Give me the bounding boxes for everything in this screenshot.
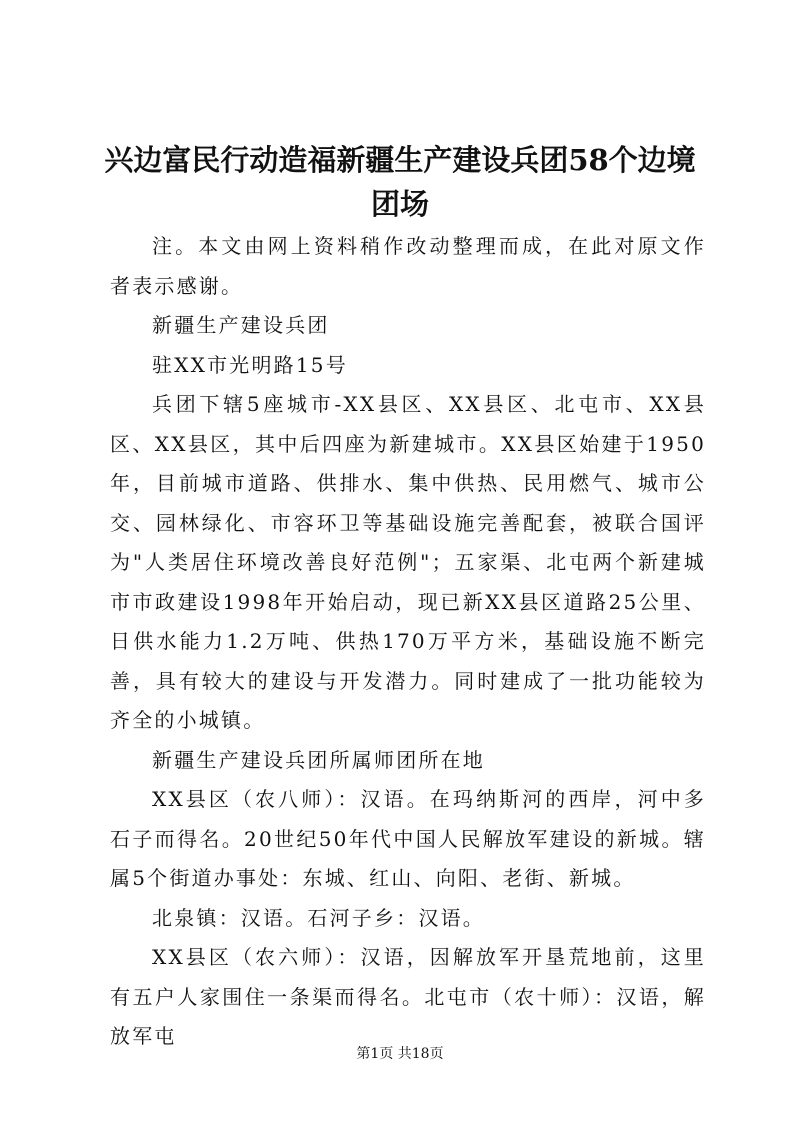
document-title: 兴边富民行动造福新疆生产建设兵团58个边境团场 — [104, 143, 696, 221]
paragraph-org-name: 新疆生产建设兵团 — [152, 313, 330, 337]
paragraph-divisions-heading: 新疆生产建设兵团所属师团所在地 — [152, 747, 485, 772]
paragraph-beiquan: 北泉镇：汉语。石河子乡：汉语。 — [152, 905, 485, 930]
paragraph-wujiaqu: XX县区（农六师）：汉语，因解放军开垦荒地前，这里有五户人家围住一条渠而得名。北屯市（农十师）：汉语，解放军屯 — [110, 945, 706, 1048]
paragraph-address: 驻XX市光明路15号 — [152, 352, 348, 377]
paragraph-shihezi: XX县区（农八师）：汉语。在玛纳斯河的西岸，河中多石子而得名。20世纪50年代中国人民解放军建设的新城。辖属5个街道办事处：东城、红山、向阳、老街、新城。 — [110, 787, 706, 890]
page-footer: 第1页 共18页 — [356, 1046, 444, 1062]
document-body — [110, 227, 706, 1057]
paragraph-cities: 兵团下辖5座城市-XX县区、XX县区、北屯市、XX县区、XX县区，其中后四座为新建城市。XX县区始建于1950年，目前城市道路、供排水、集中供热、民用燃气、城市公交、园林绿化、市容环卫等基础设施完善配套，被联合国评为"人类居住环境改善良好范例"；五家渠、北屯两个新建城市市政建设1998年开始启动，现已新XX县区道路25公里、日供水能力1.2万吨、供热170万平方米，基础设施不断完善，具有较大的建设与开发潜力。同时建成了一批功能较为齐全的小城镇。 — [110, 392, 706, 732]
paragraph-note: 注。本文由网上资料稍作改动整理而成，在此对原文作者表示感谢。 — [110, 234, 706, 298]
